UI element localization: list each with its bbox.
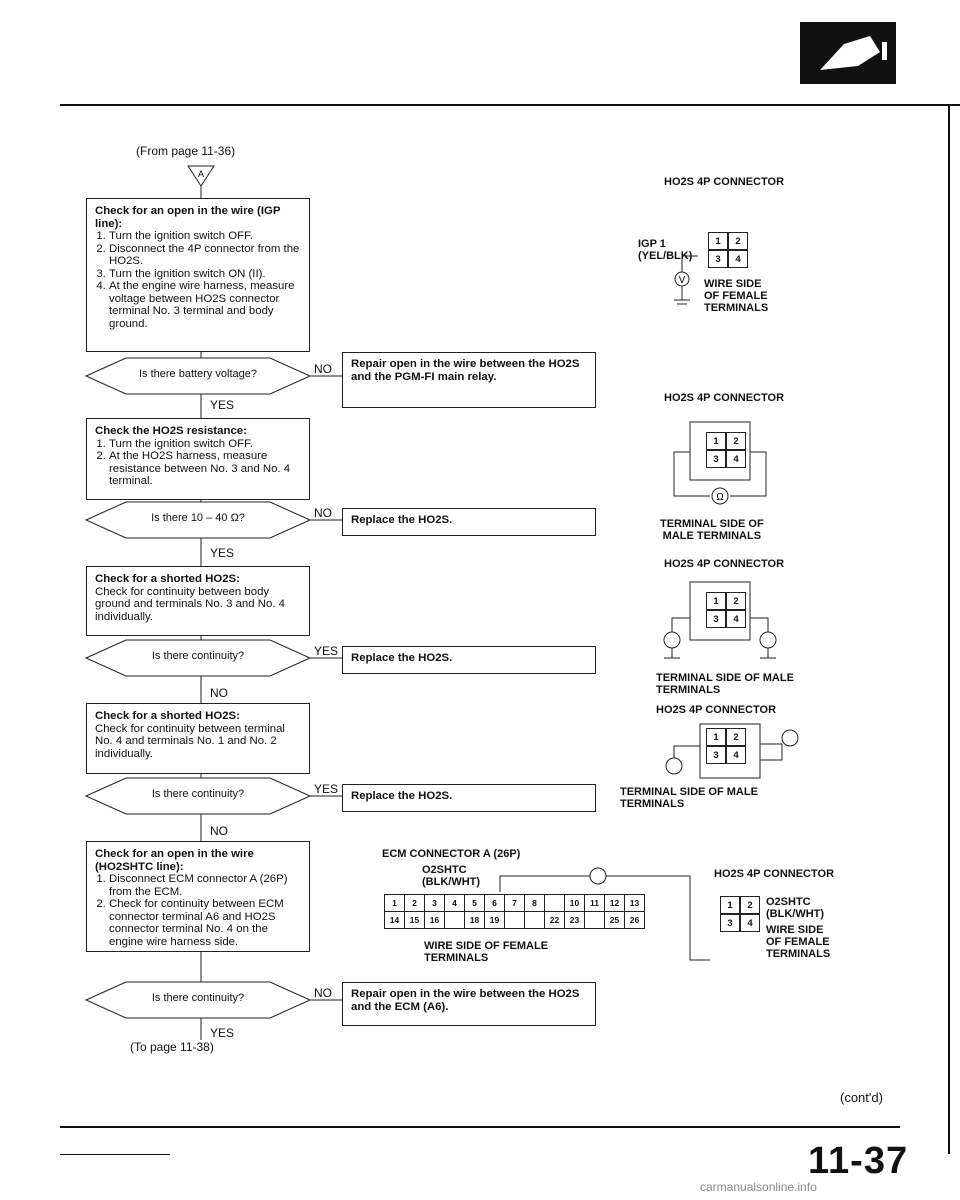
to-page-label: (To page 11-38) bbox=[130, 1040, 214, 1054]
d5-caption: WIRE SIDE OF FEMALE TERMINALS bbox=[766, 924, 831, 960]
decision-2: Is there 10 – 40 Ω? bbox=[151, 512, 245, 524]
step-3-box bbox=[86, 566, 310, 636]
branch-no-5: NO bbox=[314, 986, 332, 1000]
decision-1: Is there battery voltage? bbox=[138, 368, 257, 380]
step-3-text: Check for continuity between body ground and terminals No. 3 and No. 4 individually. bbox=[95, 585, 285, 623]
d3-pin: 4 bbox=[726, 610, 746, 628]
ecm-connector-table: 1 2 3 4 5 6 7 8 10 11 12 13 14 15 16 18 19 22 23 25 26 bbox=[384, 894, 645, 929]
outcome-4: Replace the HO2S. bbox=[342, 784, 596, 812]
d1-pin: 4 bbox=[728, 250, 748, 268]
bottom-rule bbox=[60, 1126, 900, 1128]
branch-yes-1: YES bbox=[210, 398, 235, 412]
d3-caption: TERMINAL SIDE OF MALE TERMINALS bbox=[656, 672, 794, 696]
d1-wire-label: IGP 1 (YEL/BLK) bbox=[638, 238, 693, 262]
d5-wire-label: O2SHTC (BLK/WHT) bbox=[766, 896, 825, 920]
watermark: carmanualsonline.info bbox=[700, 1180, 817, 1194]
d4-pin: 1 bbox=[706, 728, 726, 746]
d3-pin: 3 bbox=[706, 610, 726, 628]
outcome-2: Replace the HO2S. bbox=[342, 508, 596, 536]
d3-pin: 1 bbox=[706, 592, 726, 610]
d2-pin: 1 bbox=[706, 432, 726, 450]
step-2-item: 2. At the HO2S harness, measure resistance between No. 3 and No. 4 terminal. bbox=[109, 450, 301, 488]
d4-caption: TERMINAL SIDE OF MALE TERMINALS bbox=[620, 786, 758, 810]
step-2-title: Check the HO2S resistance: bbox=[95, 425, 247, 437]
branch-no-1: NO bbox=[314, 362, 332, 376]
d1-pin: 2 bbox=[728, 232, 748, 250]
step-1-item: 4. At the engine wire harness, measure voltage between HO2S connector terminal No. 3 terminal and body ground. bbox=[109, 280, 301, 330]
step-5-item: 1. Disconnect ECM connector A (26P) from the ECM. bbox=[109, 873, 301, 898]
d2-pin: 3 bbox=[706, 450, 726, 468]
d2-title: HO2S 4P CONNECTOR bbox=[664, 392, 785, 404]
svg-text:V: V bbox=[678, 275, 686, 286]
d1-title: HO2S 4P CONNECTOR bbox=[664, 176, 785, 188]
step-2-box bbox=[86, 418, 310, 500]
d4-pin: 3 bbox=[706, 746, 726, 764]
step-2-item: 1. Turn the ignition switch OFF. bbox=[109, 438, 301, 451]
d1-pin: 3 bbox=[708, 250, 728, 268]
branch-yes-5: YES bbox=[210, 1026, 235, 1040]
decision-3: Is there continuity? bbox=[151, 650, 245, 662]
ecm-caption: WIRE SIDE OF FEMALE TERMINALS bbox=[424, 940, 549, 964]
decision-5: Is there continuity? bbox=[151, 992, 245, 1004]
branch-yes-4: YES bbox=[314, 782, 339, 796]
outcome-5: Repair open in the wire between the HO2S and the ECM (A6). bbox=[342, 982, 596, 1026]
svg-text:Ω: Ω bbox=[716, 492, 724, 503]
d1-pin: 1 bbox=[708, 232, 728, 250]
ecm-wire-label: O2SHTC (BLK/WHT) bbox=[422, 864, 481, 888]
d3-title: HO2S 4P CONNECTOR bbox=[664, 558, 785, 570]
outcome-3: Replace the HO2S. bbox=[342, 646, 596, 674]
branch-no-4: NO bbox=[210, 824, 228, 838]
from-page-label: (From page 11-36) bbox=[136, 144, 236, 158]
branch-yes-2: YES bbox=[210, 546, 235, 560]
contd-label: (cont'd) bbox=[840, 1090, 883, 1105]
branch-no-2: NO bbox=[314, 506, 332, 520]
d1-voltmeter-icon bbox=[664, 250, 708, 320]
branch-yes-3: YES bbox=[314, 644, 339, 658]
d5-pin: 3 bbox=[720, 914, 740, 932]
step-1-box bbox=[86, 198, 310, 352]
svg-text:A: A bbox=[197, 169, 205, 179]
outcome-1: Repair open in the wire between the HO2S and the PGM-FI main relay. bbox=[342, 352, 596, 408]
bottom-rule-short bbox=[60, 1154, 170, 1155]
d3-pin: 2 bbox=[726, 592, 746, 610]
step-4-title: Check for a shorted HO2S: bbox=[95, 710, 240, 722]
d5-title: HO2S 4P CONNECTOR bbox=[714, 868, 835, 880]
d2-caption: TERMINAL SIDE OF MALE TERMINALS bbox=[660, 518, 764, 542]
d5-pin: 2 bbox=[740, 896, 760, 914]
step-4-box bbox=[86, 703, 310, 774]
step-4-text: Check for continuity between terminal No. 4 and terminals No. 1 and No. 2 individually. bbox=[95, 722, 285, 760]
step-1-item: 3. Turn the ignition switch ON (II). bbox=[109, 268, 301, 281]
d1-caption: WIRE SIDE OF FEMALE TERMINALS bbox=[704, 278, 769, 314]
step-1-title: Check for an open in the wire (IGP line): bbox=[95, 205, 281, 230]
step-5-item: 2. Check for continuity between ECM connector terminal A6 and HO2S connector terminal No. 4 on the engine wire harness side. bbox=[109, 898, 301, 948]
step-1-item: 1. Turn the ignition switch OFF. bbox=[109, 230, 301, 243]
page-number: 11-37 bbox=[808, 1140, 909, 1182]
branch-no-3: NO bbox=[210, 686, 228, 700]
d4-title: HO2S 4P CONNECTOR bbox=[656, 704, 777, 716]
d5-pin: 1 bbox=[720, 896, 740, 914]
step-5-box bbox=[86, 841, 310, 952]
d4-pin: 2 bbox=[726, 728, 746, 746]
ecm-title: ECM CONNECTOR A (26P) bbox=[382, 848, 521, 860]
d5-pin: 4 bbox=[740, 914, 760, 932]
decision-4: Is there continuity? bbox=[151, 788, 245, 800]
step-5-title: Check for an open in the wire (HO2SHTC line): bbox=[95, 848, 254, 873]
d2-pin: 4 bbox=[726, 450, 746, 468]
step-1-item: 2. Disconnect the 4P connector from the HO2S. bbox=[109, 243, 301, 268]
step-3-title: Check for a shorted HO2S: bbox=[95, 573, 240, 585]
d2-pin: 2 bbox=[726, 432, 746, 450]
d4-pin: 4 bbox=[726, 746, 746, 764]
